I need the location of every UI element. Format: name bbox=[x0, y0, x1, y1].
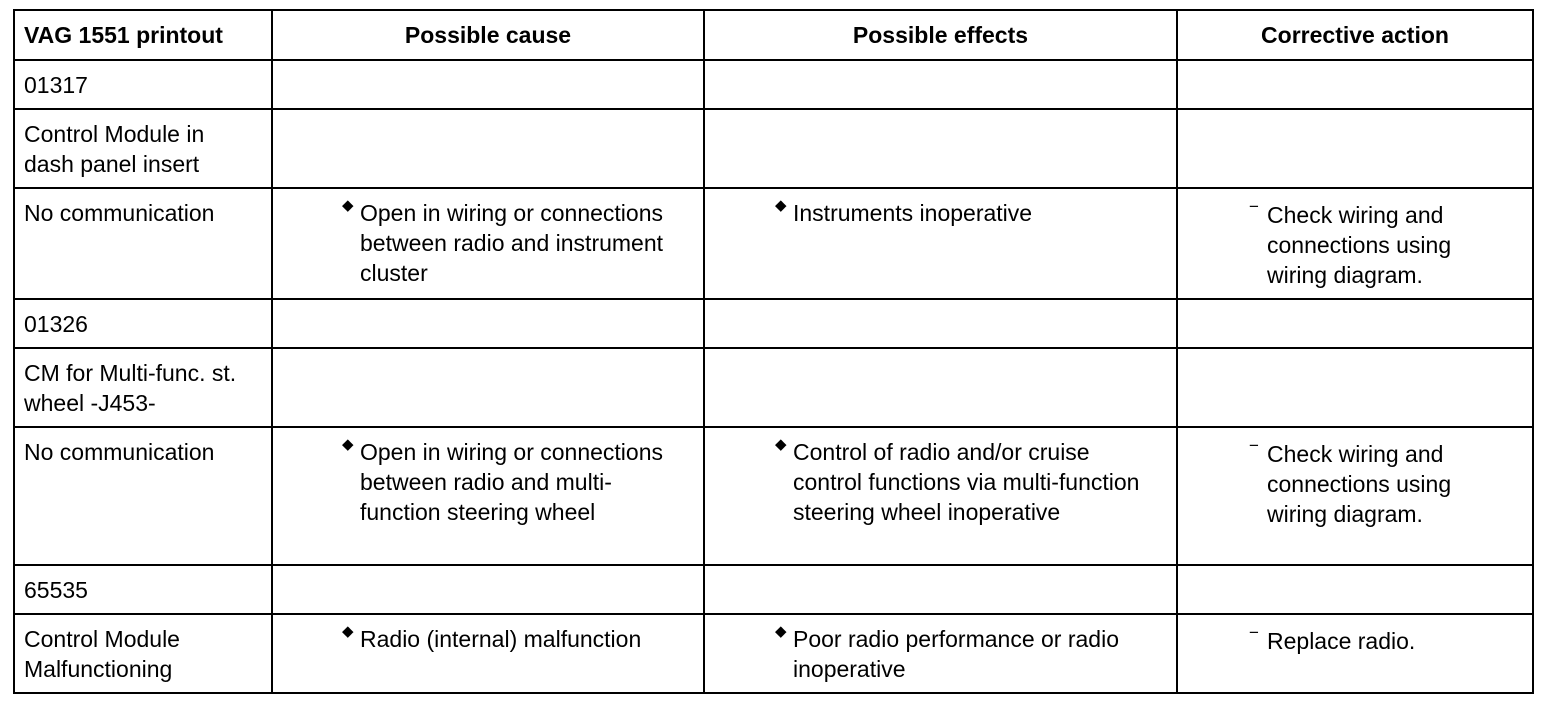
printout-cell: CM for Multi-func. st. wheel -J453- bbox=[14, 348, 272, 427]
action-cell bbox=[1177, 299, 1533, 348]
dash-marker-icon: − bbox=[1249, 197, 1259, 216]
cause-cell bbox=[272, 614, 704, 693]
diamond-bullet-icon: ◆ bbox=[342, 436, 354, 453]
header-corrective-action: Corrective action bbox=[1177, 10, 1533, 60]
effect-bullet-item bbox=[705, 615, 1176, 692]
table-row bbox=[14, 565, 1533, 614]
table-row bbox=[14, 348, 1533, 427]
table-row bbox=[14, 109, 1533, 188]
table-row bbox=[14, 614, 1533, 693]
action-dash-item bbox=[1178, 615, 1532, 664]
cause-cell bbox=[272, 60, 704, 109]
printout-cell: Control Module Malfunctioning bbox=[14, 614, 272, 693]
effect-cell bbox=[704, 614, 1177, 693]
printout-cell: 65535 bbox=[14, 565, 272, 614]
printout-cell: No communication bbox=[14, 427, 272, 565]
cause-cell bbox=[272, 565, 704, 614]
diamond-bullet-icon: ◆ bbox=[775, 436, 787, 453]
action-cell bbox=[1177, 60, 1533, 109]
effect-cell bbox=[704, 60, 1177, 109]
table-row bbox=[14, 299, 1533, 348]
cause-text: Open in wiring or connections between radio and multi-function steering wheel bbox=[360, 439, 663, 525]
effect-cell bbox=[704, 188, 1177, 299]
cause-text: Open in wiring or connections between radio and instrument cluster bbox=[360, 200, 664, 286]
effect-bullet-item bbox=[705, 189, 1176, 236]
table-row bbox=[14, 427, 1533, 565]
header-row bbox=[14, 10, 1533, 60]
action-cell bbox=[1177, 348, 1533, 427]
header-possible-cause: Possible cause bbox=[272, 10, 704, 60]
effect-cell bbox=[704, 565, 1177, 614]
dash-marker-icon: − bbox=[1249, 436, 1259, 455]
action-cell bbox=[1177, 188, 1533, 299]
printout-cell: 01317 bbox=[14, 60, 272, 109]
action-dash-item bbox=[1178, 189, 1532, 298]
effect-cell bbox=[704, 348, 1177, 427]
action-dash-item bbox=[1178, 428, 1532, 537]
cause-cell bbox=[272, 427, 704, 565]
effect-text: Instruments inoperative bbox=[793, 200, 1033, 226]
cause-cell bbox=[272, 299, 704, 348]
action-cell bbox=[1177, 427, 1533, 565]
cause-cell bbox=[272, 188, 704, 299]
cause-bullet-item bbox=[273, 615, 703, 662]
printout-cell: Control Module in dash panel insert bbox=[14, 109, 272, 188]
printout-cell: 01326 bbox=[14, 299, 272, 348]
action-cell bbox=[1177, 109, 1533, 188]
table-body bbox=[14, 60, 1533, 693]
effect-cell bbox=[704, 109, 1177, 188]
printout-cell: No communication bbox=[14, 188, 272, 299]
action-cell bbox=[1177, 614, 1533, 693]
diamond-bullet-icon: ◆ bbox=[775, 197, 787, 214]
dash-marker-icon: − bbox=[1249, 623, 1259, 642]
action-text: Check wiring and connections using wiring diagram. bbox=[1267, 441, 1452, 527]
effect-text: Poor radio performance or radio inoperative bbox=[793, 626, 1119, 682]
diamond-bullet-icon: ◆ bbox=[342, 197, 354, 214]
header-printout: VAG 1551 printout bbox=[14, 10, 272, 60]
cause-cell bbox=[272, 109, 704, 188]
action-text: Check wiring and connections using wiring diagram. bbox=[1267, 202, 1452, 288]
effect-bullet-item bbox=[705, 428, 1176, 535]
diamond-bullet-icon: ◆ bbox=[775, 623, 787, 640]
cause-cell bbox=[272, 348, 704, 427]
fault-code-table bbox=[13, 9, 1534, 694]
header-possible-effects: Possible effects bbox=[704, 10, 1177, 60]
action-cell bbox=[1177, 565, 1533, 614]
table-row bbox=[14, 188, 1533, 299]
action-text: Replace radio. bbox=[1267, 628, 1416, 654]
effect-cell bbox=[704, 299, 1177, 348]
diamond-bullet-icon: ◆ bbox=[342, 623, 354, 640]
cause-bullet-item bbox=[273, 189, 703, 296]
cause-bullet-item bbox=[273, 428, 703, 535]
effect-text: Control of radio and/or cruise control functions via multi-function steering wheel inoperative bbox=[793, 439, 1140, 525]
effect-cell bbox=[704, 427, 1177, 565]
table-row bbox=[14, 60, 1533, 109]
cause-text: Radio (internal) malfunction bbox=[360, 626, 642, 652]
